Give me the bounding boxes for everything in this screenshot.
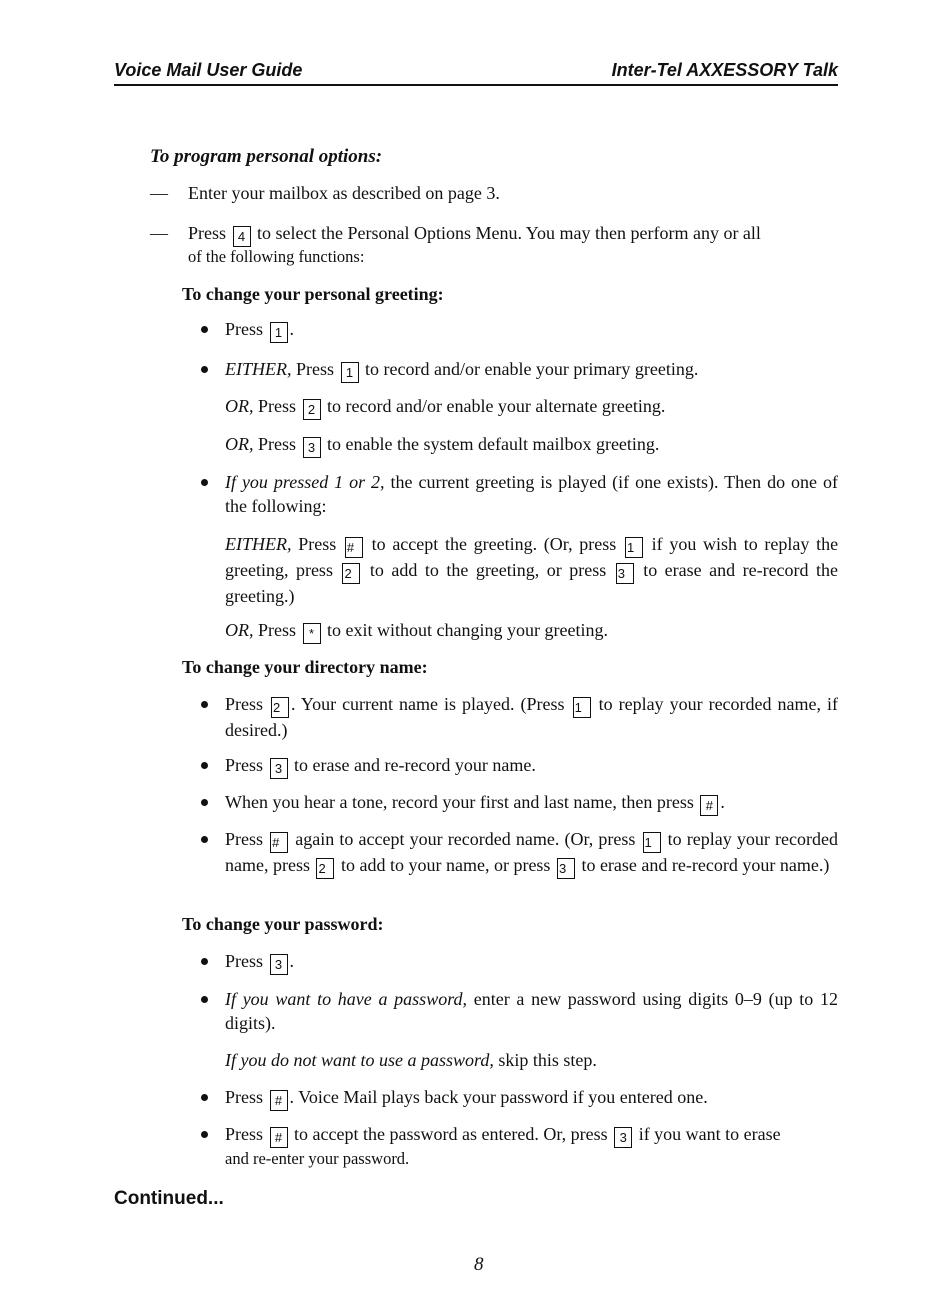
key-1: 1: [643, 832, 661, 853]
greeting-either-accept: [225, 532, 838, 608]
key-1: 1: [270, 322, 288, 343]
section-title: To program personal options:: [150, 146, 383, 167]
header-guide-title: Voice Mail User Guide: [114, 60, 303, 80]
text: if you wish to replay the greeting, press: [225, 534, 839, 580]
key-3: 3: [303, 437, 321, 458]
key-1: 1: [625, 537, 643, 558]
text: Press: [298, 534, 337, 554]
directory-press-2: [225, 692, 838, 742]
greeting-or-alternate: [225, 394, 665, 420]
text: to erase and re-record your name.: [294, 755, 536, 775]
bullet: [201, 799, 208, 806]
text: Press: [225, 694, 264, 714]
text: Press: [296, 359, 335, 379]
password-heading: To change your password:: [182, 914, 384, 934]
continued-label: Continued...: [114, 1188, 224, 1209]
key-1: 1: [573, 697, 591, 718]
text: EITHER,: [225, 534, 292, 554]
text: to record and/or enable your primary greeting.: [365, 359, 699, 379]
text: Press: [225, 829, 264, 849]
key-2: 2: [271, 697, 289, 718]
bullet: [201, 326, 208, 333]
greeting-or-exit: [225, 618, 608, 644]
password-accept: [225, 1122, 781, 1148]
text: Press: [225, 1087, 264, 1107]
text: if you want to erase: [638, 1124, 781, 1144]
key-2: 2: [342, 563, 360, 584]
text: Press: [258, 396, 297, 416]
key-3: 3: [270, 954, 288, 975]
text: Press: [258, 434, 297, 454]
text: the current greeting is played (if one exists). Then do one of the following:: [225, 472, 838, 516]
password-press-3: Press 3 .: [225, 949, 294, 975]
text: . Voice Mail plays back your password if you entered one.: [289, 1087, 708, 1107]
bullet: [201, 366, 208, 373]
text: OR,: [225, 434, 254, 454]
text: to accept the password as entered. Or, press: [294, 1124, 608, 1144]
key-1: 1: [341, 362, 359, 383]
key-3: 3: [614, 1127, 632, 1148]
text: If you want to have a password,: [225, 989, 468, 1009]
text: to replay your recorded name, press: [225, 829, 839, 875]
text: to add to the greeting, or press: [369, 560, 607, 580]
text: Press: [258, 620, 297, 640]
text: . Your current name is played. (Press: [291, 694, 565, 714]
step-text: Press: [188, 223, 227, 243]
text: OR,: [225, 620, 254, 640]
key-hash: #: [270, 1127, 288, 1148]
text: OR,: [225, 396, 254, 416]
text: Press: [225, 951, 264, 971]
greeting-either-primary: [225, 357, 698, 383]
key-4: 4: [233, 226, 251, 247]
bullet: [201, 762, 208, 769]
key-3: 3: [616, 563, 634, 584]
step-enter-mailbox: Enter your mailbox as described on page 3.: [188, 183, 500, 203]
text: If you pressed 1 or 2,: [225, 472, 385, 492]
page-header: [114, 58, 838, 86]
password-accept-cont: and re-enter your password.: [225, 1149, 410, 1168]
key-hash: #: [270, 832, 288, 853]
key-star: *: [303, 623, 321, 644]
step-personal-options: [188, 221, 761, 247]
key-hash: #: [270, 1090, 288, 1111]
directory-accept: [225, 827, 838, 879]
text: again to accept your recorded name. (Or, press: [295, 829, 636, 849]
key-hash: #: [700, 795, 718, 816]
text: EITHER,: [225, 359, 292, 379]
text: Press: [225, 1124, 264, 1144]
greeting-heading: To change your personal greeting:: [182, 284, 444, 304]
directory-heading: To change your directory name:: [182, 657, 428, 677]
bullet: [201, 836, 208, 843]
bullet: [201, 958, 208, 965]
password-skip: [225, 1048, 597, 1072]
directory-record: When you hear a tone, record your first and last name, then press # .: [225, 790, 725, 816]
bullet: [201, 479, 208, 486]
greeting-if-pressed: [225, 470, 838, 518]
key-hash: #: [345, 537, 363, 558]
directory-erase: [225, 753, 536, 779]
password-new: [225, 987, 838, 1035]
dash-marker: —: [150, 223, 168, 243]
text: to record and/or enable your alternate greeting.: [327, 396, 666, 416]
text: to accept the greeting. (Or, press: [371, 534, 617, 554]
text: When you hear a tone, record your first and last name, then press: [225, 792, 694, 812]
password-playback: [225, 1085, 708, 1111]
key-3: 3: [270, 758, 288, 779]
step-text: to select the Personal Options Menu. You may then perform any or all: [257, 223, 761, 243]
text: to add to your name, or press: [340, 855, 551, 875]
header-product-title: Inter-Tel AXXESSORY Talk: [611, 60, 838, 80]
bullet: [201, 1131, 208, 1138]
bullet: [201, 701, 208, 708]
text: to replay your recorded name, if desired.): [225, 694, 839, 740]
text: to exit without changing your greeting.: [327, 620, 608, 640]
key-2: 2: [316, 858, 334, 879]
page-number: 8: [474, 1254, 484, 1275]
greeting-press-1: Press 1 .: [225, 317, 294, 343]
text: Press: [225, 319, 264, 339]
key-2: 2: [303, 399, 321, 420]
step-personal-options-cont: of the following functions:: [188, 247, 365, 266]
text: to enable the system default mailbox greeting.: [327, 434, 660, 454]
text: skip this step.: [498, 1050, 597, 1070]
text: If you do not want to use a password,: [225, 1050, 494, 1070]
bullet: [201, 1094, 208, 1101]
text: to erase and re-record your name.): [581, 855, 830, 875]
bullet: [201, 996, 208, 1003]
text: to erase and re-record the greeting.): [225, 560, 839, 606]
dash-marker: —: [150, 183, 168, 203]
greeting-or-default: [225, 432, 659, 458]
key-3: 3: [557, 858, 575, 879]
text: enter a new password using digits 0–9 (up to 12 digits).: [225, 989, 838, 1033]
text: Press: [225, 755, 264, 775]
